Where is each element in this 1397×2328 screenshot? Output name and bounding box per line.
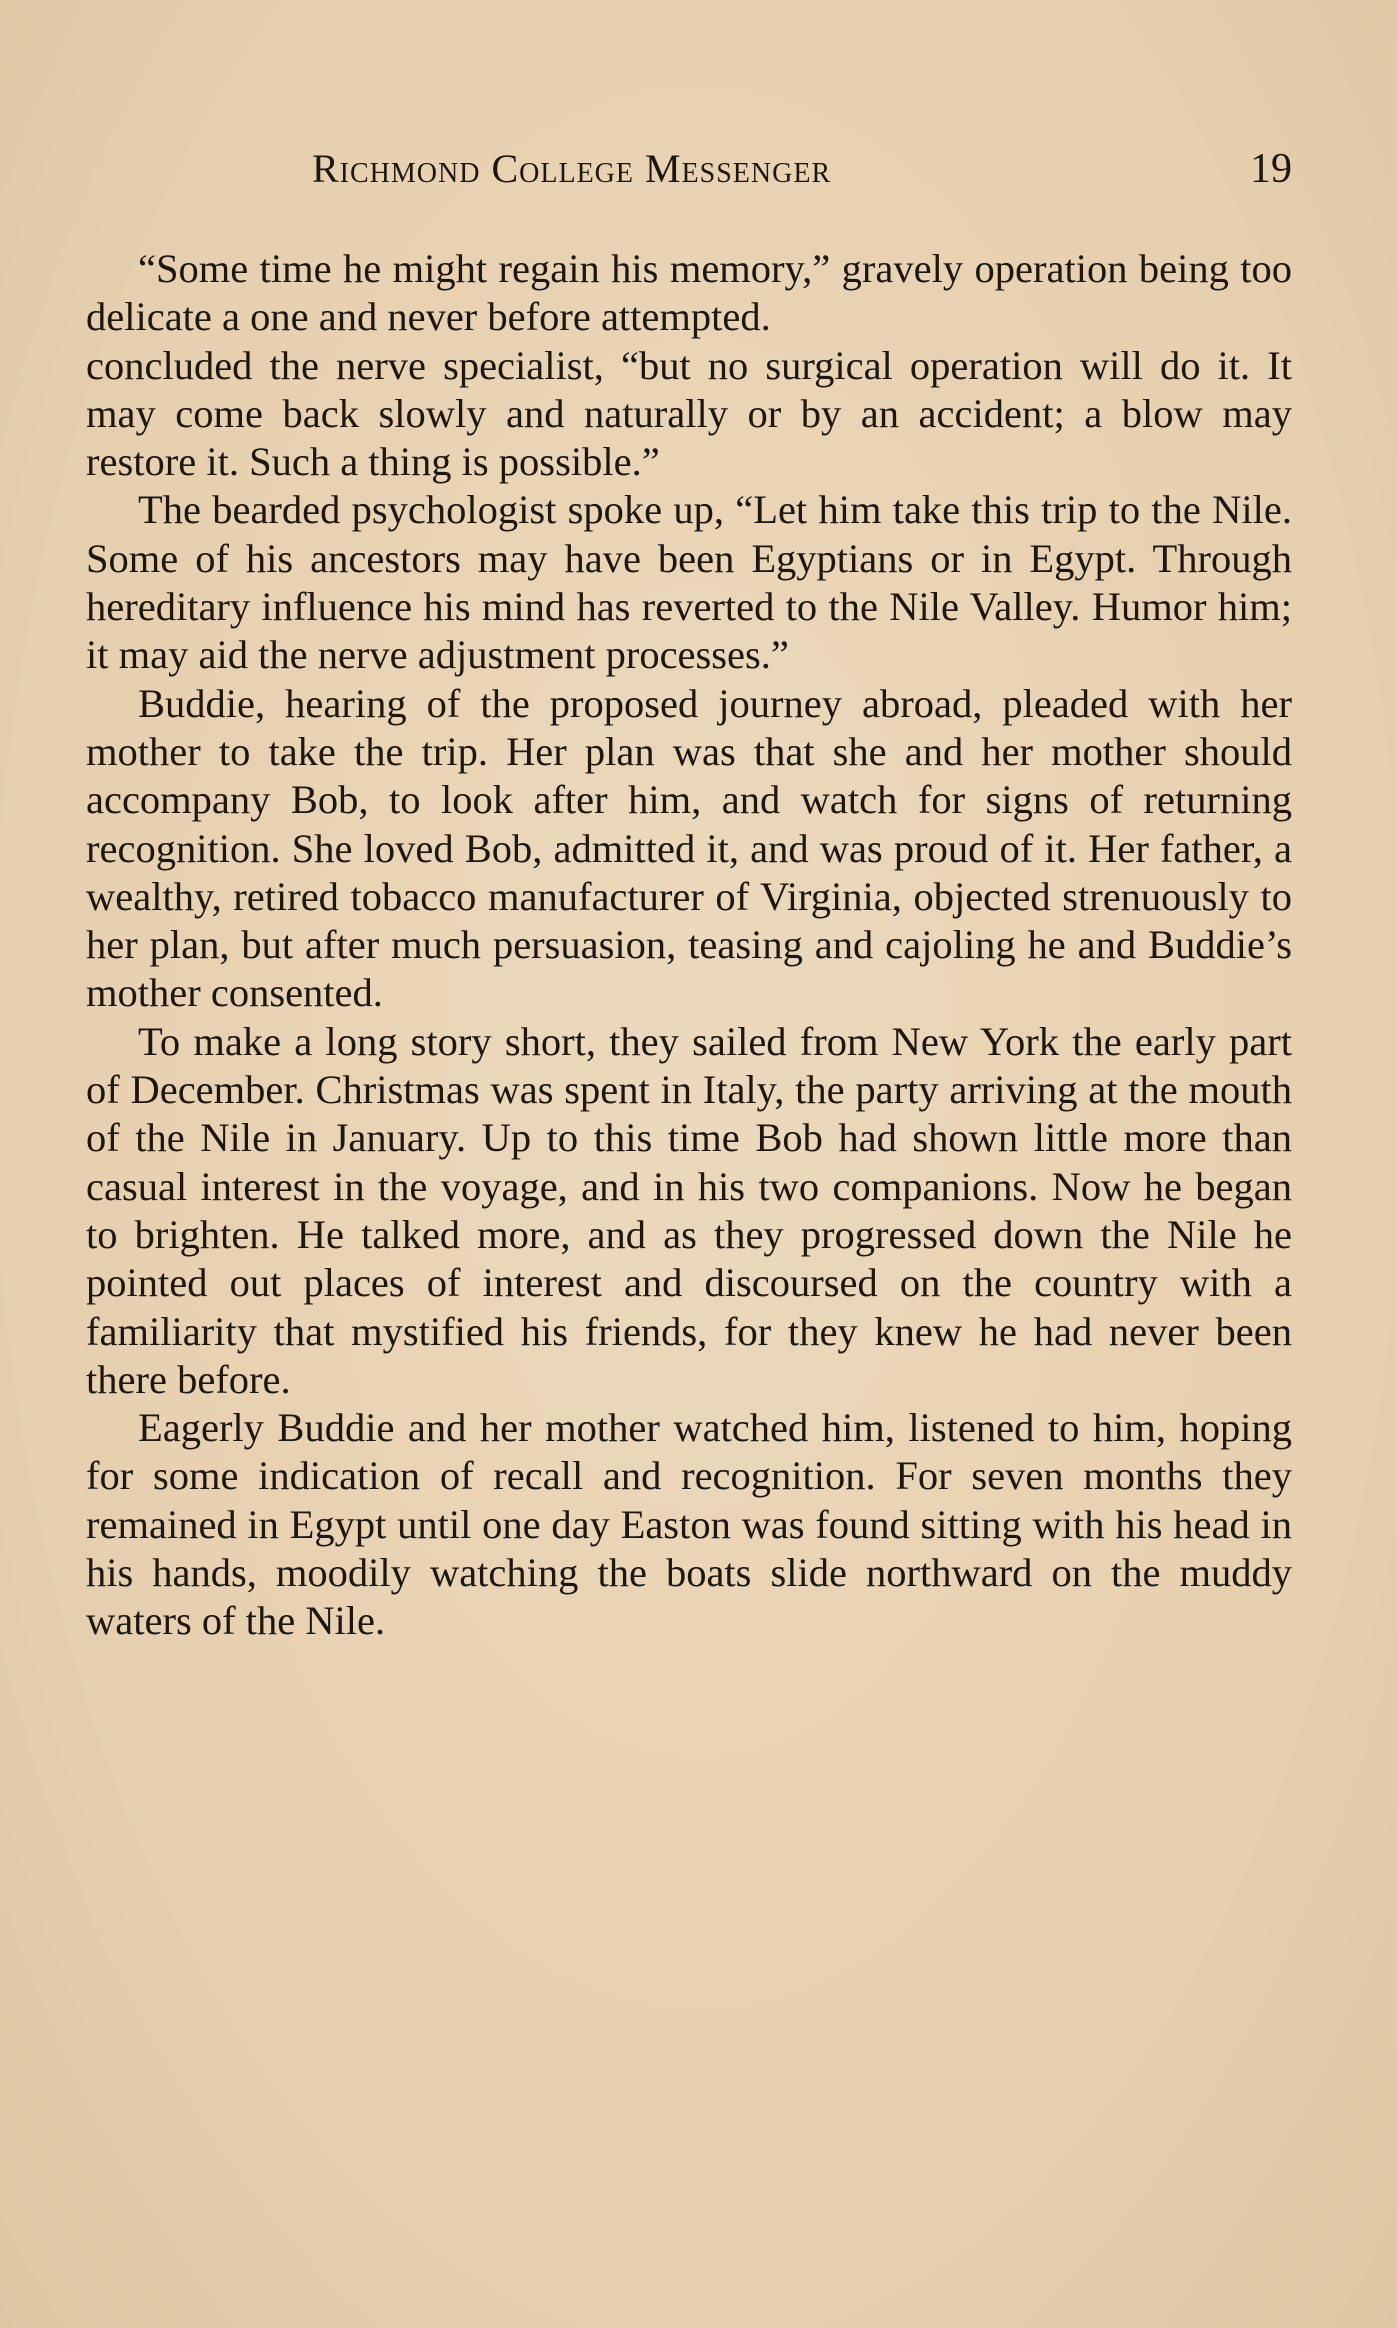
body-text — [86, 245, 1292, 1646]
paragraph-5: To make a long story short, they sailed from New York the early part of December. Christmas was spent in Italy, the party arriving at the mouth of the Nile in January. Up to this time Bob had shown little more than casual interest in the voyage, and in his two companions. Now he began to brighten. He talked more, and as they progressed down the Nile he pointed out places of interest and discoursed on the country with a familiarity that mystified his friends, for they knew he had never been there before. — [86, 1018, 1292, 1402]
paragraph-2: concluded the nerve specialist, “but no surgical operation will do it. It may come back slowly and naturally or by an accident; a blow may restore it. Such a thing is possible.” — [86, 342, 1292, 485]
paragraph-1: “Some time he might regain his memory,” gravely operation being too delicate a one and never before attempted. — [86, 246, 1292, 340]
paragraph-6: Eagerly Buddie and her mother watched him, listened to him, hoping for some indication of recall and recognition. For seven months they remained in Egypt until one day Easton was found sitting with his head in his hands, moodily watching the boats slide northward on the muddy waters of the Nile. — [86, 1405, 1292, 1644]
page-number: 19 — [1250, 146, 1292, 192]
running-head: Richmond College Messenger — [312, 146, 832, 191]
paragraph-3: The bearded psychologist spoke up, “Let him take this trip to the Nile. Some of his ancestors may have been Egyptians or in Egypt. Through hereditary influence his mind has reverted to the Nile Valley. Humor him; it may aid the nerve adjustment processes.” — [86, 487, 1292, 678]
paragraph-4: Buddie, hearing of the proposed journey abroad, pleaded with her mother to take the trip. Her plan was that she and her mother should accompany Bob, to look after him, and watch for signs of returning recognition. She loved Bob, admitted it, and was proud of it. Her father, a wealthy, retired tobacco manufacturer of Virginia, objected strenuously to her plan, but after much persuasion, teasing and cajoling he and Buddie’s mother consented. — [86, 680, 1292, 1016]
page-header — [86, 145, 1292, 205]
